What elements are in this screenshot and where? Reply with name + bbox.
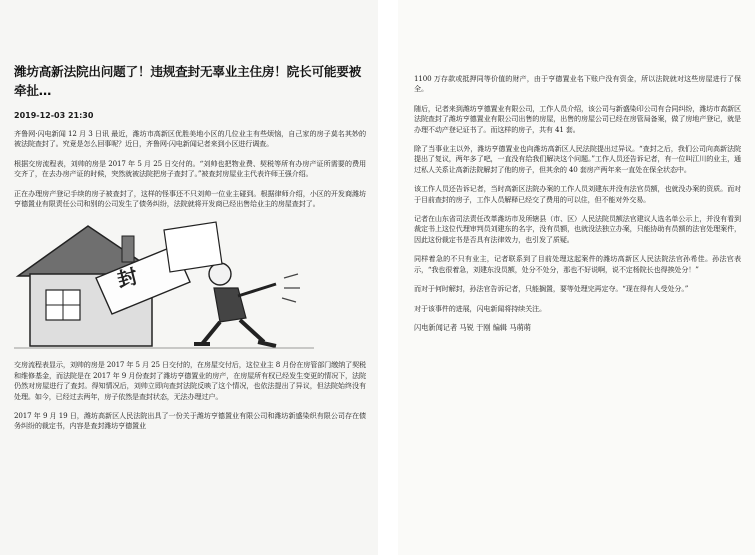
right-page: [398, 0, 755, 555]
paragraph: 2017 年 9 月 19 日，潍坊高新区人民法院出具了一份关于潍坊亨德置业有限公司和潍坊新盛染织有限公司存在债务纠纷的裁定书，内容是查封潍坊亨德置业: [14, 411, 366, 431]
house-seal-illustration: [14, 218, 366, 352]
house-sealed-drawing: [14, 218, 366, 352]
paragraph: 1100 万存款或抵押同等价值的财产，由于亨德置业名下账户没有资金，所以法院就对这些房屋进行了保全。: [414, 74, 741, 94]
paragraph: 同样着急的不只有业主，记者联系到了目前处理这起案件的潍坊高新区人民法院法官孙希佳。孙法官表示，“我也很着急，刘建东没员额，处分不处分，那也不好说啊，说不定杨院长也得挨处分！”: [414, 254, 741, 274]
article-title: 潍坊高新法院出问题了！违规查封无辜业主住房！院长可能要被牵扯…: [14, 64, 362, 98]
paragraph: 记者在山东省司法责任改革潍坊市及所辖县（市、区）人民法院员额法官建议人选名单公示上，并没有看到裁定书上这位代理审判员刘建东的名字，没有员额，也就没法独立办案，只能协助有员额的法官处理案件，因此这份裁定书是否具有法律效力，也引发了质疑。: [414, 214, 741, 244]
figure-head: [209, 263, 231, 285]
byline: 闪电新闻记者 马锐 于刚 编辑 马萌萌: [414, 322, 531, 332]
paragraph: 交房流程表显示，刘帅的房是 2017 年 5 月 25 日交付的，在房屋交付后，这位业主 8 月份在房管部门缴纳了契税和维修基金，而法院是在 2017 年 9 月份查封了潍坊亨德置业的房产，在房屋所有权已经发生变更的情况下，法院仍然对房屋进行了查封。得知情况后，刘帅立即向查封法院反映了这个情况，也依法提出了异议，但法院始终没有处理。如今，已经过去两年，房子依然是查封状态，无法办理过户。: [14, 360, 366, 401]
chimney: [122, 236, 134, 262]
paragraph: 对于该事件的进展，闪电新闻将持续关注。: [414, 303, 546, 313]
paragraph: 随后，记者来到潍坊亨德置业有限公司，工作人员介绍，该公司与新盛染印公司有合同纠纷，潍坊市高新区法院查封了潍坊亨德置业有限公司出售的房屋，出售的房屋公司已经在房管局备案，做了房地产登记，就是办理不动产登记证书了。而这样的房子，共有 41 套。: [414, 103, 741, 134]
paragraph: 齐鲁网·闪电新闻 12 月 3 日讯 最近，潍坊市高新区优胜美地小区的几位业主有些烦恼，自己家的房子莫名其妙的被法院查封了。究竟是怎么回事呢？近日，齐鲁网·闪电新闻记者来到小区进行调查。: [14, 129, 366, 149]
paragraph: 而对于何时解封，孙法官告诉记者，只能搁置，要等处理完再定夺。“现在得有人受处分。”: [414, 284, 689, 294]
figure-body: [214, 288, 246, 322]
paragraph: 该工作人员还告诉记者，当时高新区法院办案的工作人员刘建东并没有法官员额，也就没办案的资质。而对于目前查封的房子，工作人员解释已经交了费用的可以住，但不能对外交易。: [414, 184, 741, 204]
paper-sheet: [164, 222, 222, 272]
seal-character: 封: [114, 264, 140, 293]
paragraph: 除了当事业主以外，潍坊亨德置业也向潍坊高新区人民法院提出过异议。“查封之后，我们公司向高新法院提出了复议，两年多了吧，一直没有给我们解决这个问题。”工作人员还告诉记者，有一位叫江川的业主，通过私人关系让高新法院解封了他的房子，但其余的 40 套房产两年来一直处在保全状态中。: [414, 144, 741, 174]
article-date: 2019-12-03 21:30: [14, 111, 94, 120]
paragraph: 根据交房流程表，刘帅的房是 2017 年 5 月 25 日交付的。“刘帅也把物业费、契税等所有办房产证所需要的费用交齐了，在去办房产证的时候，突然就被法院把房子查封了。”被查封房屋业主代表许师王强介绍。: [14, 158, 366, 179]
paragraph: 正在办理房产登记手续的房子被查封了，这样的怪事还不只刘帅一位业主碰到。根据律师介绍，小区的开发商潍坊亨德置业有限责任公司和别的公司发生了债务纠纷，法院就将开发商已经出售给业主的房屋查封了。: [14, 188, 366, 209]
